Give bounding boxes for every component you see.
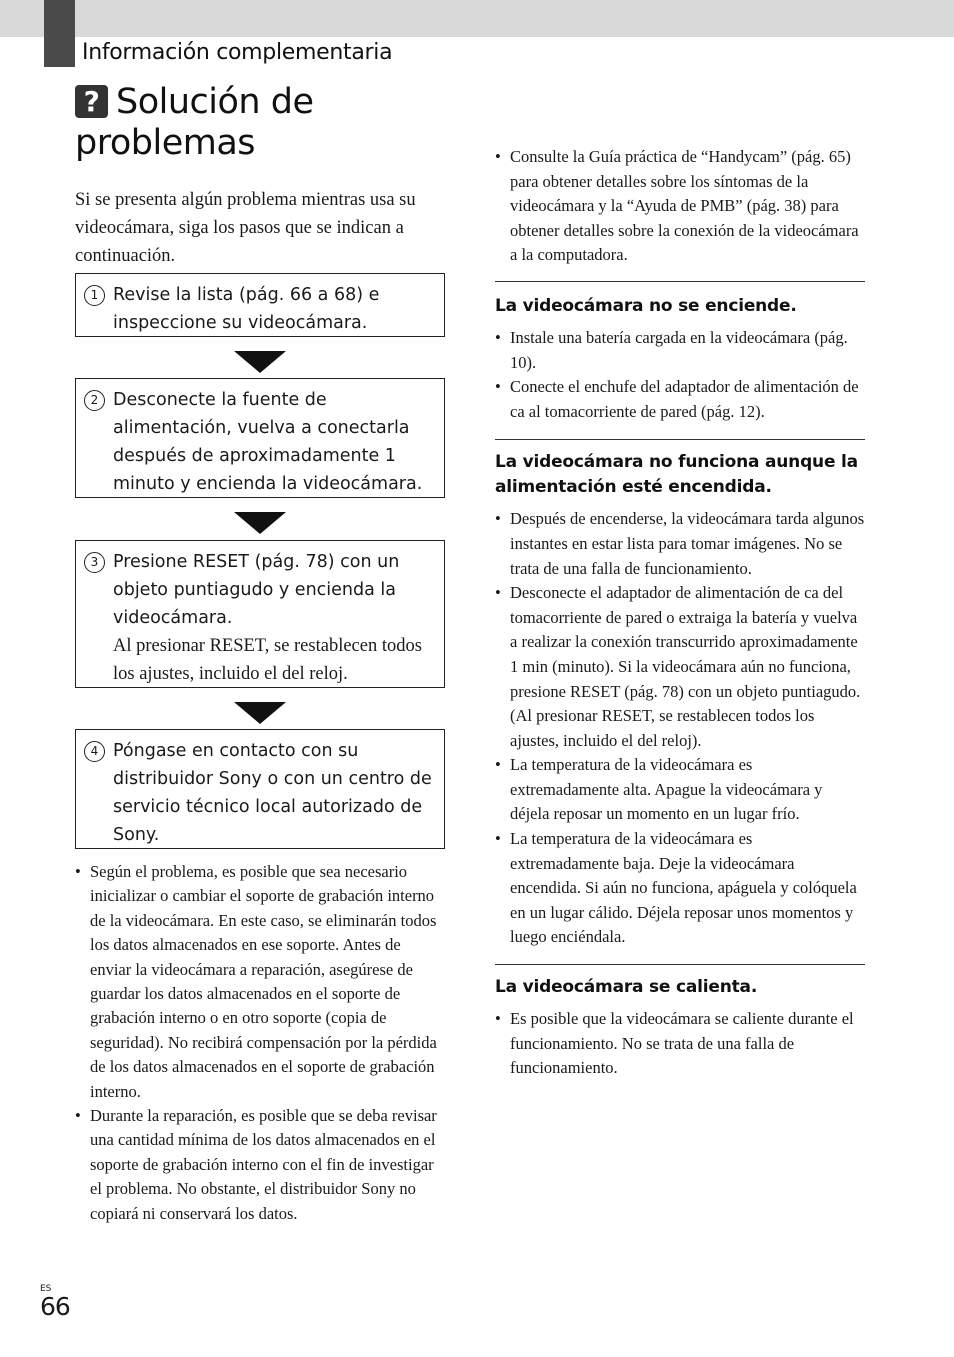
step-number-3: 3	[84, 552, 105, 573]
intro-paragraph: Si se presenta algún problema mientras usa su videocámara, siga los pasos que se indican a continuación.	[75, 190, 416, 266]
step-box-4	[75, 729, 445, 849]
section-divider	[495, 439, 865, 440]
section-title: Información complementaria	[82, 40, 393, 65]
section-heading-overheating: La videocámara se calienta.	[495, 977, 758, 998]
section-heading-not-working: La videocámara no funciona aunque la alimentación esté encendida.	[495, 452, 858, 498]
page-title-line2: problemas	[75, 123, 256, 163]
step-text-2: Desconecte la fuente de alimentación, vuelva a conectarla después de aproximadamente 1 minuto y encienda la videocámara.	[113, 390, 423, 494]
step-number-2: 2	[84, 390, 105, 411]
section-divider	[495, 281, 865, 282]
down-arrow-icon	[234, 351, 286, 373]
left-notes-list	[75, 860, 443, 1226]
right-column	[495, 145, 865, 1081]
intro-bullet: • Consulte la Guía práctica de “Handycam” (pág. 65) para obtener detalles sobre los síntomas de la videocámara y la “Ayuda de PMB” (pág. 38) para obtener detalles sobre la conexión de la videocámara a la computadora.	[495, 145, 865, 268]
section-divider	[495, 964, 865, 965]
down-arrow-icon	[234, 702, 286, 724]
no-power-list	[495, 326, 865, 424]
note-item: • Durante la reparación, es posible que se deba revisar una cantidad mínima de los datos almacenados en el soporte de grabación interno con el fin de investigar el problema. No obstante, el distribuidor Sony no copiará ni conservará los datos.	[75, 1104, 443, 1226]
section-heading-no-power: La videocámara no se enciende.	[495, 295, 797, 316]
not-working-list	[495, 507, 865, 950]
step-note-3: Al presionar RESET, se restablecen todos los ajustes, incluido el del reloj.	[113, 636, 422, 684]
header-bar	[0, 0, 954, 37]
page-title	[75, 82, 455, 164]
step-box-2	[75, 378, 445, 498]
note-item: • Según el problema, es posible que sea necesario inicializar o cambiar el soporte de grabación interno de la videocámara. En este caso, se eliminarán todos los datos almacenados en ese soporte. Antes de enviar la videocámara a reparación, asegúrese de guardar los datos almacenados en el soporte de grabación interno o en otro soporte (copia de seguridad). No recibirá compensación por la pérdida de los datos almacenados en el soporte de grabación interno.	[75, 860, 443, 1104]
question-icon: ?	[75, 85, 108, 118]
step-number-4: 4	[84, 741, 105, 762]
list-item: • Conecte el enchufe del adaptador de alimentación de ca al tomacorriente de pared (pág. 12).	[495, 375, 865, 424]
list-item: • La temperatura de la videocámara es extremadamente alta. Apague la videocámara y déjela reposar un momento en un lugar frío.	[495, 753, 865, 827]
list-item: • Instale una batería cargada en la videocámara (pág. 10).	[495, 326, 865, 375]
overheating-list	[495, 1007, 865, 1081]
header-tab-marker	[44, 0, 75, 67]
down-arrow-icon	[234, 512, 286, 534]
list-item: • Después de encenderse, la videocámara tarda algunos instantes en estar lista para tomar imágenes. No se trata de una falla de funcionamiento.	[495, 507, 865, 581]
step-text-4: Póngase en contacto con su distribuidor Sony o con un centro de servicio técnico local autorizado de Sony.	[113, 741, 432, 845]
page-title-line1: Solución de	[116, 82, 314, 122]
language-code: ES	[40, 1284, 52, 1294]
step-text-1: Revise la lista (pág. 66 a 68) e inspeccione su videocámara.	[113, 285, 380, 333]
intro-bullet-list	[495, 145, 865, 268]
step-text-3: Presione RESET (pág. 78) con un objeto puntiagudo y encienda la videocámara.	[113, 552, 400, 628]
list-item: • Es posible que la videocámara se caliente durante el funcionamiento. No se trata de una falla de funcionamiento.	[495, 1007, 865, 1081]
step-number-1: 1	[84, 285, 105, 306]
page-number: 66	[40, 1292, 70, 1321]
step-box-1	[75, 273, 445, 337]
step-box-3	[75, 540, 445, 688]
list-item: • La temperatura de la videocámara es extremadamente baja. Deje la videocámara encendida. Si aún no funciona, apáguela y colóquela en un lugar cálido. Déjela reposar unos momentos y luego enciéndala.	[495, 827, 865, 950]
list-item: • Desconecte el adaptador de alimentación de ca del tomacorriente de pared o extraiga la batería y vuelva a realizar la conexión transcurrido aproximadamente 1 min (minuto). Si la videocámara aún no funciona, presione RESET (pág. 78) con un objeto puntiagudo. (Al presionar RESET, se restablecen todos los ajustes, incluido el del reloj).	[495, 581, 865, 753]
